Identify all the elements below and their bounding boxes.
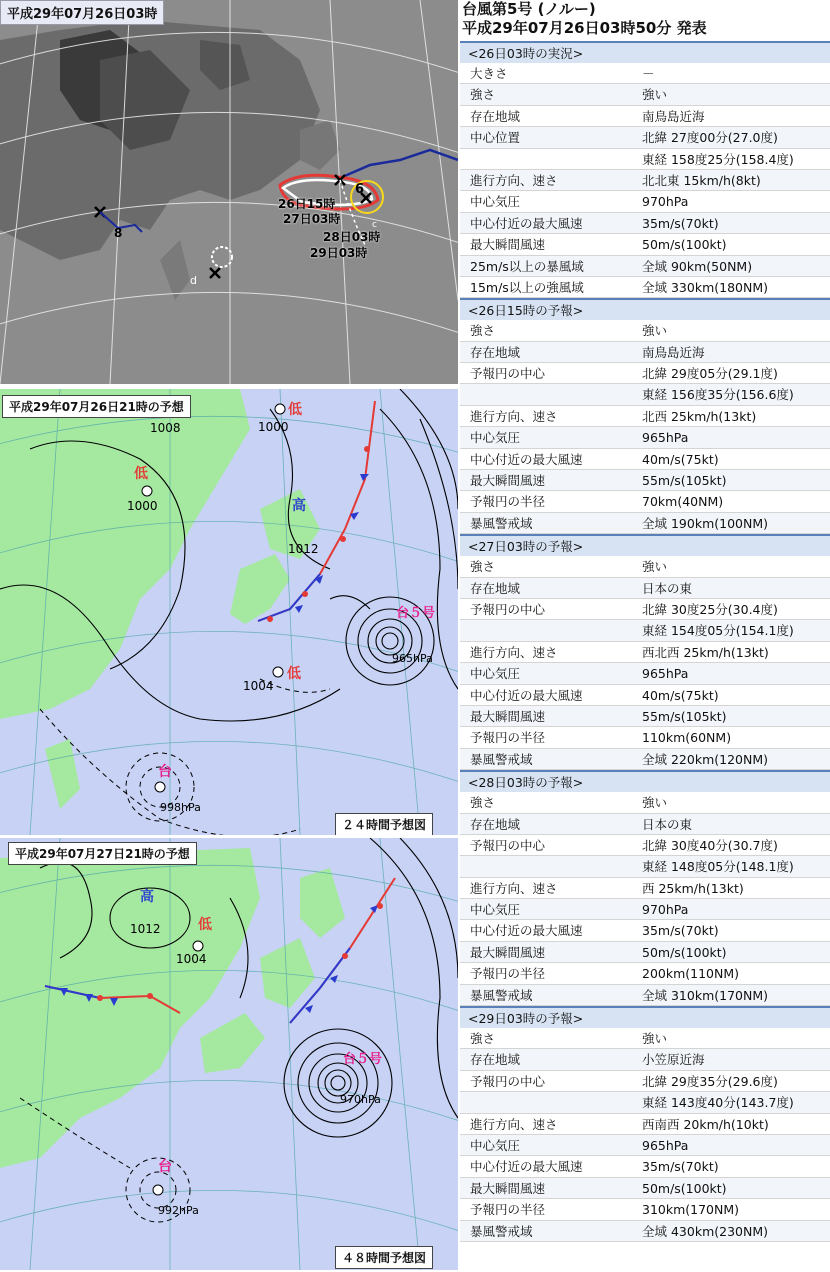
info-row: [460, 1199, 830, 1220]
info-row: [460, 213, 830, 234]
info-row: [460, 556, 830, 577]
track-label-27-03: 27日03時: [283, 212, 341, 226]
forecast-24h-title: 平成29年07月26日21時の予想: [2, 395, 191, 418]
label-typhoon-5: 台５号: [343, 1052, 383, 1067]
info-row-key: 存在地域: [470, 344, 521, 360]
info-row: [460, 942, 830, 963]
info-row-key: 予報円の半径: [470, 494, 546, 510]
info-row-value: 50m/s(100kt): [642, 1180, 727, 1196]
info-row-value: 北緯 29度35分(29.6度): [642, 1073, 778, 1089]
track-label-26-15: 26日15時: [278, 197, 336, 211]
info-row-value: 35m/s(70kt): [642, 215, 719, 231]
typhoon-info-panel: [460, 0, 830, 1272]
typhoon-number-8: 8: [114, 226, 123, 240]
forecast-24h-footer: ２４時間予想図: [335, 813, 433, 835]
forecast-24h-map: [0, 389, 458, 835]
info-row-value: 70km(40NM): [642, 494, 724, 510]
small-letter-c: c: [372, 220, 377, 230]
forecast-48h-title: 平成29年07月27日21時の予想: [8, 842, 197, 865]
info-row-value: 全域 90km(50NM): [642, 258, 753, 274]
info-row: [460, 578, 830, 599]
info-row: [460, 920, 830, 941]
info-row-key: [460, 620, 632, 640]
info-row: [460, 706, 830, 727]
info-row-value: 55m/s(105kt): [642, 708, 727, 724]
info-row-key: 進行方向、速さ: [470, 644, 558, 660]
info-row-key: [460, 149, 632, 169]
info-row-key: 予報円の中心: [470, 837, 546, 853]
info-row-value: 110km(60NM): [642, 730, 732, 746]
track-map-panel: [0, 0, 458, 384]
info-row-value: 310km(170NM): [642, 1202, 740, 1218]
info-row-value: 南鳥島近海: [642, 344, 705, 360]
info-row-key: 中心付近の最大風速: [470, 1159, 583, 1175]
info-row-value: 西北西 25km/h(13kt): [642, 644, 769, 660]
info-row: [460, 620, 830, 641]
info-row: [460, 878, 830, 899]
info-row-value: 970hPa: [642, 902, 689, 918]
info-row-value: 東経 143度40分(143.7度): [642, 1095, 794, 1111]
info-row: [460, 1092, 830, 1113]
info-row: [460, 749, 830, 770]
info-row-value: 北緯 30度40分(30.7度): [642, 837, 778, 853]
info-row-value: 全域 310km(170NM): [642, 987, 768, 1003]
info-row-value: 日本の東: [642, 580, 693, 596]
info-row-key: 強さ: [470, 87, 496, 103]
info-row: [460, 727, 830, 748]
info-row-value: 東経 158度25分(158.4度): [642, 151, 794, 167]
pressure-992hpa: 992hPa: [158, 1204, 199, 1217]
pressure-1012: 1012: [288, 542, 319, 556]
section-heading: <27日03時の予報>: [460, 534, 830, 556]
info-row-key: 最大瞬間風速: [470, 237, 546, 253]
info-row: [460, 149, 830, 170]
forecast-48h-footer: ４８時間予想図: [335, 1246, 433, 1269]
info-row: [460, 1028, 830, 1049]
info-row-key: 暴風警戒域: [470, 1223, 533, 1239]
info-row: [460, 406, 830, 427]
info-row-key: 最大瞬間風速: [470, 473, 546, 489]
label-low-south: 低: [287, 666, 301, 682]
info-row-value: 200km(110NM): [642, 966, 740, 982]
info-row-key: 予報円の中心: [470, 366, 546, 382]
info-row-key: 予報円の半径: [470, 1202, 546, 1218]
info-row-key: 最大瞬間風速: [470, 1180, 546, 1196]
label-high: 高: [292, 498, 306, 514]
info-row-value: 965hPa: [642, 666, 689, 682]
info-row: [460, 835, 830, 856]
info-row-value: 全域 430km(230NM): [642, 1223, 768, 1239]
info-row: [460, 470, 830, 491]
info-row: [460, 899, 830, 920]
info-row-key: 進行方向、速さ: [470, 880, 558, 896]
info-row-key: 強さ: [470, 1031, 496, 1047]
small-letter-d: d: [190, 274, 197, 287]
info-row-key: 予報円の半径: [470, 730, 546, 746]
info-row-key: 中心付近の最大風速: [470, 215, 583, 231]
info-row: [460, 106, 830, 127]
typhoon-number-6: 6: [355, 182, 365, 197]
info-row-value: 35m/s(70kt): [642, 923, 719, 939]
info-row-value: 強い: [642, 559, 668, 575]
info-row: [460, 985, 830, 1006]
pressure-1004: 1004: [243, 679, 274, 693]
info-row-value: 35m/s(70kt): [642, 1159, 719, 1175]
info-row: [460, 685, 830, 706]
pressure-1008: 1008: [150, 421, 181, 435]
info-row-value: 南鳥島近海: [642, 108, 705, 124]
info-row-value: 強い: [642, 1031, 668, 1047]
info-row: [460, 191, 830, 212]
info-row-key: 暴風警戒域: [470, 987, 533, 1003]
info-row-value: 北緯 27度00分(27.0度): [642, 130, 778, 146]
info-row-value: 北緯 30度25分(30.4度): [642, 601, 778, 617]
info-row-value: 強い: [642, 323, 668, 339]
label-low-north: 低: [288, 402, 302, 418]
info-row: [460, 277, 830, 298]
info-row-value: 全域 190km(100NM): [642, 515, 768, 531]
typhoon-name: 台風第5号 (ノルー): [462, 0, 596, 18]
info-row-key: 進行方向、速さ: [470, 1116, 558, 1132]
info-row-value: －: [642, 66, 655, 81]
info-row: [460, 449, 830, 470]
info-row-key: 進行方向、速さ: [470, 172, 558, 188]
label-low-west: 低: [134, 466, 148, 482]
info-row: [460, 1114, 830, 1135]
info-row-value: 北緯 29度05分(29.1度): [642, 366, 778, 382]
info-row-value: 小笠原近海: [642, 1052, 705, 1068]
info-row: [460, 1221, 830, 1242]
pressure-970hpa: 970hPa: [340, 1093, 381, 1106]
info-row-value: 40m/s(75kt): [642, 451, 719, 467]
info-row-key: 中心気圧: [470, 1137, 521, 1153]
pressure-1000-north: 1000: [258, 420, 289, 434]
info-row: [460, 491, 830, 512]
info-row: [460, 170, 830, 191]
forecast-48h-panel: [0, 838, 458, 1270]
info-row-key: 進行方向、速さ: [470, 408, 558, 424]
info-row-key: 中心付近の最大風速: [470, 687, 583, 703]
info-row-key: 大きさ: [470, 66, 508, 81]
info-row-key: 暴風警戒域: [470, 515, 533, 531]
info-row: [460, 1135, 830, 1156]
info-sections: [460, 41, 830, 1242]
info-row: [460, 792, 830, 813]
label-low: 低: [198, 917, 212, 933]
info-row: [460, 663, 830, 684]
info-row-key: 予報円の中心: [470, 1073, 546, 1089]
label-typhoon-5: 台５号: [396, 606, 436, 621]
info-row-key: 予報円の中心: [470, 601, 546, 617]
info-row-value: 日本の東: [642, 816, 693, 832]
info-row: [460, 1178, 830, 1199]
info-row-key: 中心気圧: [470, 194, 521, 210]
info-row: [460, 384, 830, 405]
info-row: [460, 599, 830, 620]
info-row-value: 965hPa: [642, 430, 689, 446]
info-row-key: 中心気圧: [470, 666, 521, 682]
info-row: [460, 513, 830, 534]
info-row-value: 強い: [642, 795, 668, 811]
info-row-key: 存在地域: [470, 1052, 521, 1068]
info-row-key: 最大瞬間風速: [470, 944, 546, 960]
pressure-1000-west: 1000: [127, 499, 158, 513]
info-row-value: 東経 154度05分(154.1度): [642, 623, 794, 639]
info-row: [460, 963, 830, 984]
pressure-1004: 1004: [176, 952, 207, 966]
info-row: [460, 342, 830, 363]
info-row-key: 25m/s以上の暴風域: [470, 258, 584, 274]
info-row: [460, 1049, 830, 1070]
info-row-key: 15m/s以上の強風域: [470, 279, 584, 295]
info-row: [460, 856, 830, 877]
info-row-value: 強い: [642, 87, 668, 103]
info-row-key: 強さ: [470, 559, 496, 575]
info-row: [460, 84, 830, 105]
info-row-value: 50m/s(100kt): [642, 944, 727, 960]
info-row-value: 全域 220km(120NM): [642, 751, 768, 767]
info-row-key: [460, 1092, 632, 1112]
info-row-value: 北北東 15km/h(8kt): [642, 172, 761, 188]
track-map-title: 平成29年07月26日03時: [0, 0, 164, 25]
info-row: [460, 814, 830, 835]
info-row-key: 予報円の半径: [470, 966, 546, 982]
info-row-key: 中心気圧: [470, 430, 521, 446]
info-row: [460, 427, 830, 448]
info-row: [460, 642, 830, 663]
info-row-key: 存在地域: [470, 816, 521, 832]
info-row-value: 50m/s(100kt): [642, 237, 727, 253]
info-row-value: 西南西 20km/h(10kt): [642, 1116, 769, 1132]
forecast-48h-map: [0, 838, 458, 1270]
info-row: [460, 1071, 830, 1092]
info-row-value: 965hPa: [642, 1137, 689, 1153]
info-row-key: 中心付近の最大風速: [470, 451, 583, 467]
info-row-value: 55m/s(105kt): [642, 473, 727, 489]
issue-time: 平成29年07月26日03時50分 発表: [462, 19, 707, 37]
info-row: [460, 363, 830, 384]
info-row: [460, 256, 830, 277]
info-row-key: 最大瞬間風速: [470, 708, 546, 724]
info-row-value: 北西 25km/h(13kt): [642, 408, 757, 424]
forecast-24h-panel: [0, 389, 458, 835]
info-row: [460, 234, 830, 255]
track-map: [0, 0, 458, 384]
info-row-key: 強さ: [470, 795, 496, 811]
info-row-key: 暴風警戒域: [470, 751, 533, 767]
info-row-key: [460, 384, 632, 404]
info-row-value: 西 25km/h(13kt): [642, 880, 744, 896]
info-row-key: [460, 856, 632, 876]
info-row-key: 存在地域: [470, 108, 521, 124]
info-row-value: 970hPa: [642, 194, 689, 210]
info-row: [460, 320, 830, 341]
info-row: [460, 63, 830, 84]
info-row-key: 中心気圧: [470, 902, 521, 918]
info-row: [460, 1156, 830, 1177]
track-label-28-03: 28日03時: [323, 230, 381, 244]
info-row: [460, 127, 830, 148]
pressure-1012: 1012: [130, 922, 161, 936]
label-high: 高: [140, 889, 154, 905]
info-row-value: 東経 148度05分(148.1度): [642, 859, 794, 875]
info-row-value: 全域 330km(180NM): [642, 279, 768, 295]
section-heading: <29日03時の予報>: [460, 1006, 830, 1028]
info-row-value: 東経 156度35分(156.6度): [642, 387, 794, 403]
section-heading: <28日03時の予報>: [460, 770, 830, 792]
info-row-key: 存在地域: [470, 580, 521, 596]
pressure-965hpa: 965hPa: [392, 652, 433, 665]
label-typhoon-south: 台: [158, 1159, 172, 1175]
section-heading: <26日15時の予報>: [460, 298, 830, 320]
track-label-29-03: 29日03時: [310, 246, 368, 260]
info-row-value: 40m/s(75kt): [642, 687, 719, 703]
info-row-key: 中心位置: [470, 130, 521, 146]
info-row-key: 中心付近の最大風速: [470, 923, 583, 939]
section-heading: <26日03時の実況>: [460, 41, 830, 63]
info-row-key: 強さ: [470, 323, 496, 339]
pressure-998hpa: 998hPa: [160, 801, 201, 814]
label-typhoon-south: 台: [158, 764, 172, 780]
